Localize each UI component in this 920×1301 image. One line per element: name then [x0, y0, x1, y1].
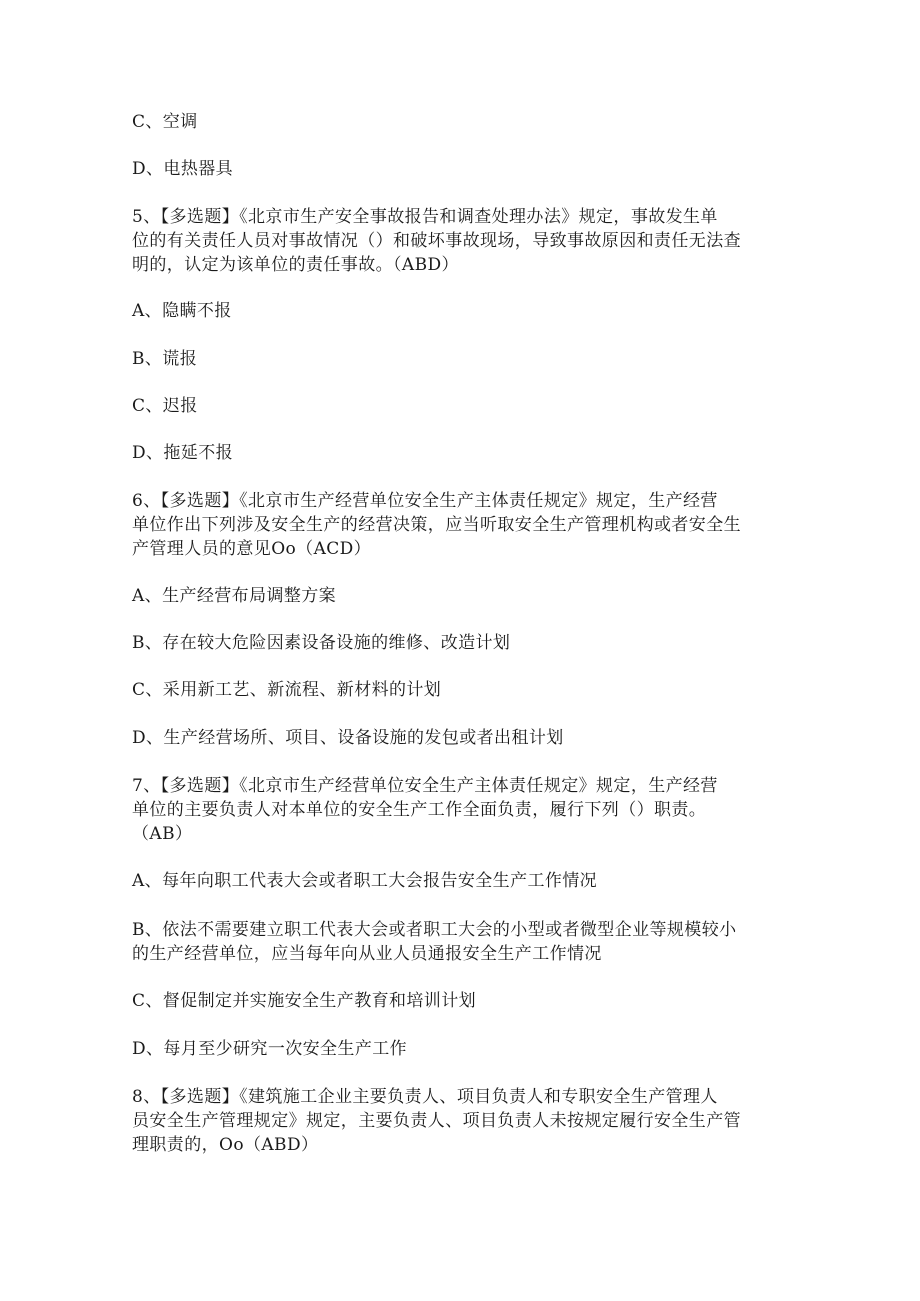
option-d-electric-heater: D、电热器具	[132, 159, 234, 179]
q6-option-a: A、生产经营布局调整方案	[132, 586, 337, 606]
q6-option-b: B、存在较大危险因素设备设施的维修、改造计划	[132, 633, 511, 653]
q7-option-c: C、督促制定并实施安全生产教育和培训计划	[132, 991, 477, 1011]
q6-option-c: C、采用新工艺、新流程、新材料的计划	[132, 680, 442, 700]
question-6-line-1: 6、【多选题】《北京市生产经营单位安全生产主体责任规定》规定，生产经营	[132, 491, 718, 511]
q7-option-b-line-1: B、依法不需要建立职工代表大会或者职工大会的小型或者微型企业等规模较小	[132, 920, 737, 940]
question-6	[132, 489, 792, 561]
q7-option-a: A、每年向职工代表大会或者职工大会报告安全生产工作情况	[132, 871, 598, 891]
question-8-line-1: 8、【多选题】《建筑施工企业主要负责人、项目负责人和专职安全生产管理人	[132, 1087, 718, 1107]
question-7-line-2: 单位的主要负责人对本单位的安全生产工作全面负责，履行下列（）职责。	[132, 800, 707, 820]
question-8	[132, 1085, 792, 1157]
q5-option-a: A、隐瞒不报	[132, 301, 232, 321]
question-7	[132, 774, 792, 846]
question-7-line-1: 7、【多选题】《北京市生产经营单位安全生产主体责任规定》规定，生产经营	[132, 776, 718, 796]
question-5-line-2: 位的有关责任人员对事故情况（）和破坏事故现场，导致事故原因和责任无法查	[132, 231, 741, 251]
q6-option-d: D、生产经营场所、项目、设备设施的发包或者出租计划	[132, 728, 564, 748]
q7-option-d: D、每月至少研究一次安全生产工作	[132, 1039, 408, 1059]
question-6-line-3: 产管理人员的意见Oo（ACD）	[132, 539, 372, 559]
q7-option-b	[132, 918, 792, 966]
q7-option-b-line-2: 的生产经营单位，应当每年向从业人员通报安全生产工作情况	[132, 944, 602, 964]
option-c-air-conditioner: C、空调	[132, 112, 198, 132]
question-6-line-2: 单位作出下列涉及安全生产的经营决策，应当听取安全生产管理机构或者安全生	[132, 515, 741, 535]
question-7-line-3: （AB）	[132, 824, 193, 844]
question-8-line-2: 员安全生产管理规定》规定，主要负责人、项目负责人未按规定履行安全生产管	[132, 1111, 741, 1131]
question-5	[132, 205, 792, 277]
q5-option-d: D、拖延不报	[132, 443, 234, 463]
q5-option-b: B、谎报	[132, 349, 198, 369]
question-5-line-3: 明的，认定为该单位的责任事故。（ABD）	[132, 255, 459, 275]
q5-option-c: C、迟报	[132, 396, 198, 416]
question-5-line-1: 5、【多选题】《北京市生产安全事故报告和调查处理办法》规定，事故发生单	[132, 207, 718, 227]
question-8-line-3: 理职责的，Oo（ABD）	[132, 1135, 319, 1155]
